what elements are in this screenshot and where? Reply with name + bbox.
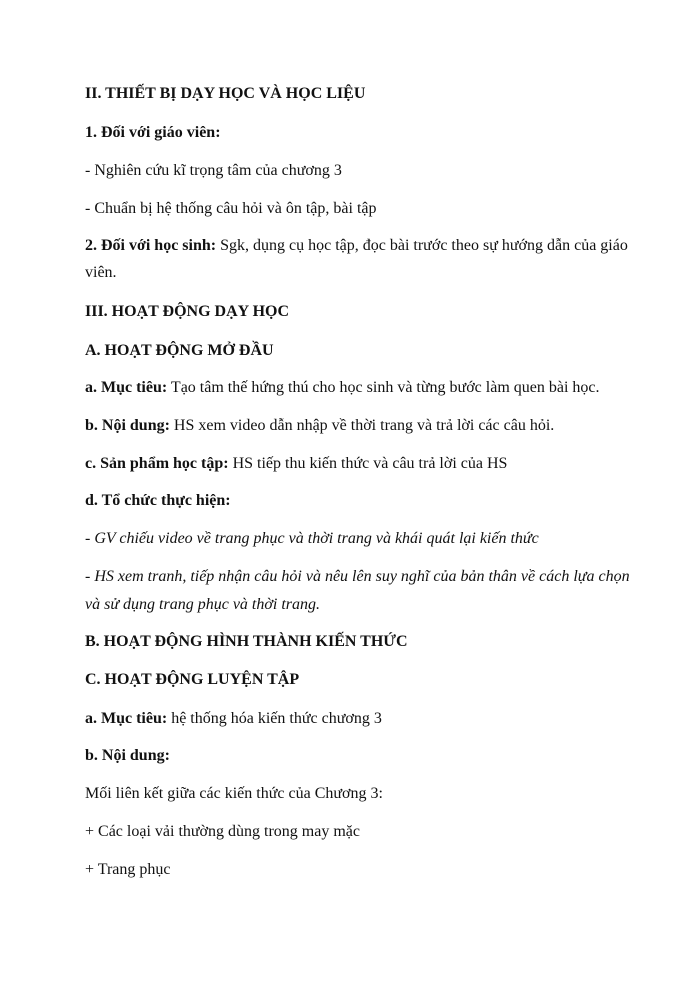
practice-goal-label: a. Mục tiêu: — [85, 710, 168, 727]
practice-content-label: b. Nội dung: — [85, 747, 170, 764]
opening-content-label: b. Nội dung: — [85, 417, 170, 434]
student-label: 2. Đối với học sinh: — [85, 237, 217, 254]
opening-organization-label: d. Tổ chức thực hiện: — [85, 492, 231, 509]
heading-activities: III. HOẠT ĐỘNG DẠY HỌC — [85, 303, 290, 320]
opening-goal-label: a. Mục tiêu: — [85, 379, 168, 396]
practice-goal-text: hệ thống hóa kiến thức chương 3 — [167, 710, 382, 727]
opening-product — [85, 454, 507, 474]
student-text: Sgk, dụng cụ học tập, đọc bài trước theo sự hướng dẫn của giáo — [216, 237, 628, 254]
heading-opening-activity: A. HOẠT ĐỘNG MỞ ĐẦU — [85, 342, 274, 359]
opening-product-label: c. Sản phẩm học tập: — [85, 455, 229, 472]
teacher-item-1: - Nghiên cứu kĩ trọng tâm của chương 3 — [85, 162, 342, 179]
student-paragraph — [85, 236, 628, 256]
opening-goal — [85, 378, 600, 398]
opening-content — [85, 416, 554, 436]
opening-content-text: HS xem video dẫn nhập về thời trang và trả lời các câu hỏi. — [169, 417, 555, 434]
opening-goal-text: Tạo tâm thế hứng thú cho học sinh và từng bước làm quen bài học. — [167, 379, 600, 396]
heading-equipment: II. THIẾT BỊ DẠY HỌC VÀ HỌC LIỆU — [85, 85, 366, 102]
practice-item-1: + Các loại vải thường dùng trong may mặc — [85, 823, 360, 840]
opening-organization-line-2: - HS xem tranh, tiếp nhận câu hỏi và nêu lên suy nghĩ của bản thân về cách lựa chọn — [85, 568, 630, 585]
practice-intro: Mối liên kết giữa các kiến thức của Chương 3: — [85, 785, 383, 802]
opening-organization-line-1: - GV chiếu video về trang phục và thời trang và khái quát lại kiến thức — [85, 530, 539, 547]
opening-product-text: HS tiếp thu kiến thức và câu trả lời của HS — [228, 455, 508, 472]
heading-knowledge-activity: B. HOẠT ĐỘNG HÌNH THÀNH KIẾN THỨC — [85, 633, 408, 650]
student-text-continued: viên. — [85, 264, 117, 281]
heading-practice-activity: C. HOẠT ĐỘNG LUYỆN TẬP — [85, 671, 300, 688]
opening-organization-line-3: và sử dụng trang phục và thời trang. — [85, 596, 321, 613]
teacher-item-2: - Chuẩn bị hệ thống câu hỏi và ôn tập, bài tập — [85, 200, 377, 217]
heading-teacher: 1. Đối với giáo viên: — [85, 124, 221, 141]
practice-item-2: + Trang phục — [85, 861, 171, 878]
practice-goal — [85, 709, 382, 729]
